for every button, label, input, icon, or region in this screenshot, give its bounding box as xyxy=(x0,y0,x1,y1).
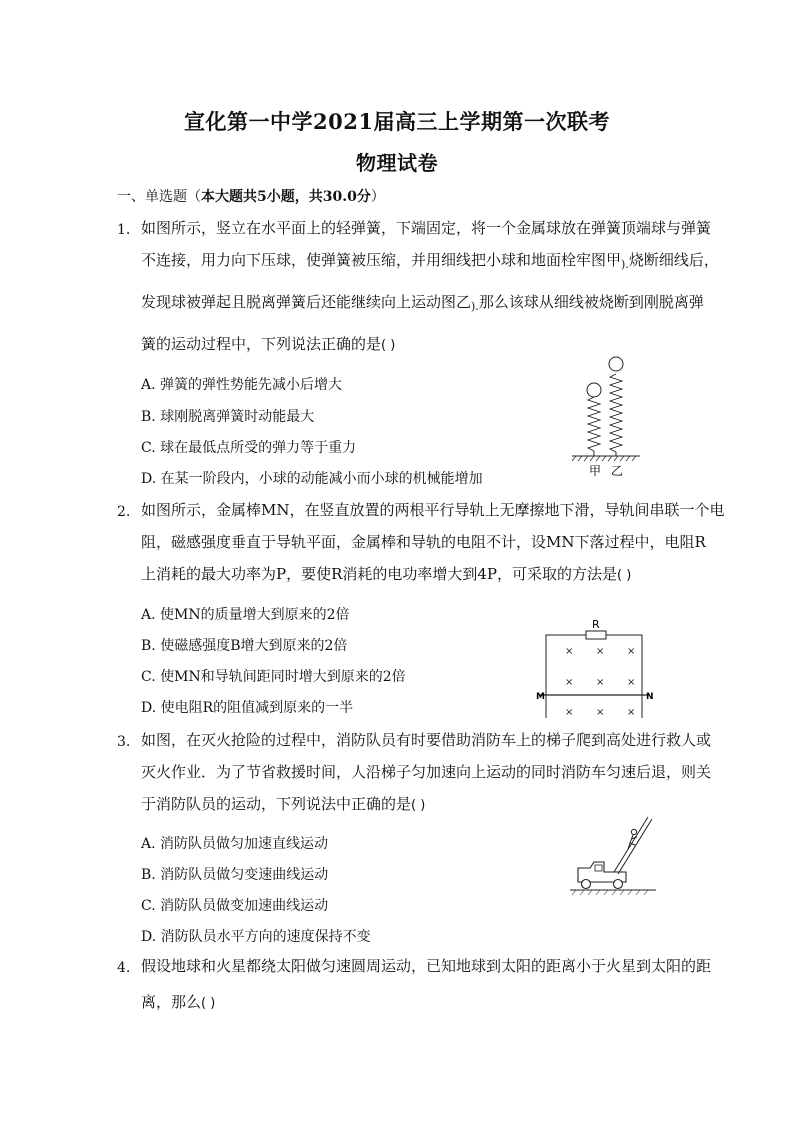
field-mark: × xyxy=(565,677,574,688)
field-mark: × xyxy=(565,646,574,657)
field-mark: × xyxy=(565,707,574,718)
option-b: B. 消防队员做匀变速曲线运动 xyxy=(141,867,329,883)
section-label: 一、单选题（ xyxy=(117,189,201,205)
spring-jia xyxy=(588,397,600,451)
q1-sub: ). xyxy=(471,300,479,313)
answer-paren: ( ) xyxy=(201,996,216,1011)
question-3-number: 3. xyxy=(117,734,131,750)
option-d: D. 使电阻R的阻值减到原来的一半 xyxy=(141,700,354,716)
field-mark: × xyxy=(627,677,636,688)
resistor-label: R xyxy=(592,618,600,631)
option-a: A. 使MN的质量增大到原来的2倍 xyxy=(141,607,350,623)
q1-text: 不连接，用力向下压球，使弹簧被压缩，并用细线把小球和地面栓牢图甲 xyxy=(141,251,622,269)
field-mark: × xyxy=(596,646,605,657)
option-b: B. 使磁感强度B增大到原来的2倍 xyxy=(141,638,348,654)
page-subtitle: 物理试卷 xyxy=(356,151,438,175)
option-a: A. 消防队员做匀加速直线运动 xyxy=(141,836,329,852)
answer-paren: ( ) xyxy=(617,568,632,583)
question-1-line: 如图所示，竖立在水平面上的轻弹簧，下端固定，将一个金属球放在弹簧顶端球与弹簧 xyxy=(141,219,712,237)
question-3-line: 如图，在灭火抢险的过程中，消防队员有时要借助消防车上的梯子爬到高处进行救人或 xyxy=(141,731,712,749)
field-mark: × xyxy=(596,707,605,718)
ball-yi xyxy=(609,357,623,371)
question-4-number: 4. xyxy=(117,960,131,976)
option-a: A. 弹簧的弹性势能先减小后增大 xyxy=(141,377,343,393)
option-c: C. 消防队员做变加速曲线运动 xyxy=(141,898,329,914)
question-2-line: 阻，磁感强度垂直于导轨平面，金属棒和导轨的电阻不计，设MN下落过程中，电阻R xyxy=(141,533,706,551)
q1-text: 簧的运动过程中，下列说法正确的是 xyxy=(141,335,382,353)
question-4-line: 假设地球和火星都绕太阳做匀速圆周运动，已知地球到太阳的距离小于火星到太阳的距 xyxy=(141,957,712,975)
question-2-number: 2. xyxy=(117,504,131,520)
section-heading xyxy=(117,186,385,206)
question-4-line xyxy=(141,992,215,1014)
field-mark: × xyxy=(627,646,636,657)
question-3-line xyxy=(141,794,425,816)
question-1-line xyxy=(141,334,395,356)
q2-text: 上消耗的最大功率为P，要使R消耗的电功率增大到4P，可采取的方法是 xyxy=(141,565,618,583)
page-title: 宣化第一中学2021届高三上学期第一次联考 xyxy=(184,109,610,134)
ladder-rail xyxy=(614,817,648,872)
question-1-line xyxy=(141,250,719,272)
ball-jia xyxy=(587,383,601,397)
ladder-rail xyxy=(618,819,652,874)
option-d: D. 消防队员水平方向的速度保持不变 xyxy=(141,929,371,945)
q1-sub: ). xyxy=(621,258,629,271)
answer-paren: ( ) xyxy=(381,338,396,353)
label-n: N xyxy=(646,692,654,702)
option-c: C. 使MN和导轨间距同时增大到原来的2倍 xyxy=(141,669,406,685)
label-yi: 乙 xyxy=(611,464,624,478)
option-c: C. 球在最低点所受的弹力等于重力 xyxy=(141,440,357,456)
resistor xyxy=(586,631,606,639)
question-1-number: 1. xyxy=(117,222,131,238)
spring-figure xyxy=(568,352,648,482)
question-2-line: 如图所示，金属棒MN，在竖直放置的两根平行导轨上无摩擦地下滑，导轨间串联一个电 xyxy=(141,501,725,519)
fire-truck-figure xyxy=(568,812,658,898)
q3-text: 于消防队员的运动，下列说法中正确的是 xyxy=(141,795,412,813)
rail-figure xyxy=(536,618,660,720)
q4-text: 离，那么 xyxy=(141,993,202,1011)
field-mark: × xyxy=(627,707,636,718)
q1-text: 那么该球从细线被烧断到刚脱离弹 xyxy=(478,293,704,311)
question-3-line: 灭火作业．为了节省救援时间，人沿梯子匀加速向上运动的同时消防车匀速后退，则关 xyxy=(141,763,712,781)
field-mark: × xyxy=(596,677,605,688)
label-m: M xyxy=(536,692,545,702)
section-detail: 本大题共5小题，共30.0分 xyxy=(201,189,371,205)
question-1-line xyxy=(141,292,704,314)
spring-yi xyxy=(610,374,622,452)
question-2-line xyxy=(141,564,631,586)
wheel xyxy=(582,880,591,889)
q1-text: 烧断细线后， xyxy=(628,251,719,269)
q1-text: 发现球被弹起且脱离弹簧后还能继续向上运动图乙 xyxy=(141,293,472,311)
answer-paren: ( ) xyxy=(411,798,426,813)
option-b: B. 球刚脱离弹簧时动能最大 xyxy=(141,409,315,425)
option-d: D. 在某一阶段内，小球的动能减小而小球的机械能增加 xyxy=(141,471,483,487)
wheel xyxy=(614,880,623,889)
label-jia: 甲 xyxy=(589,464,602,478)
truck-window xyxy=(595,865,602,871)
section-end: ） xyxy=(370,189,385,205)
